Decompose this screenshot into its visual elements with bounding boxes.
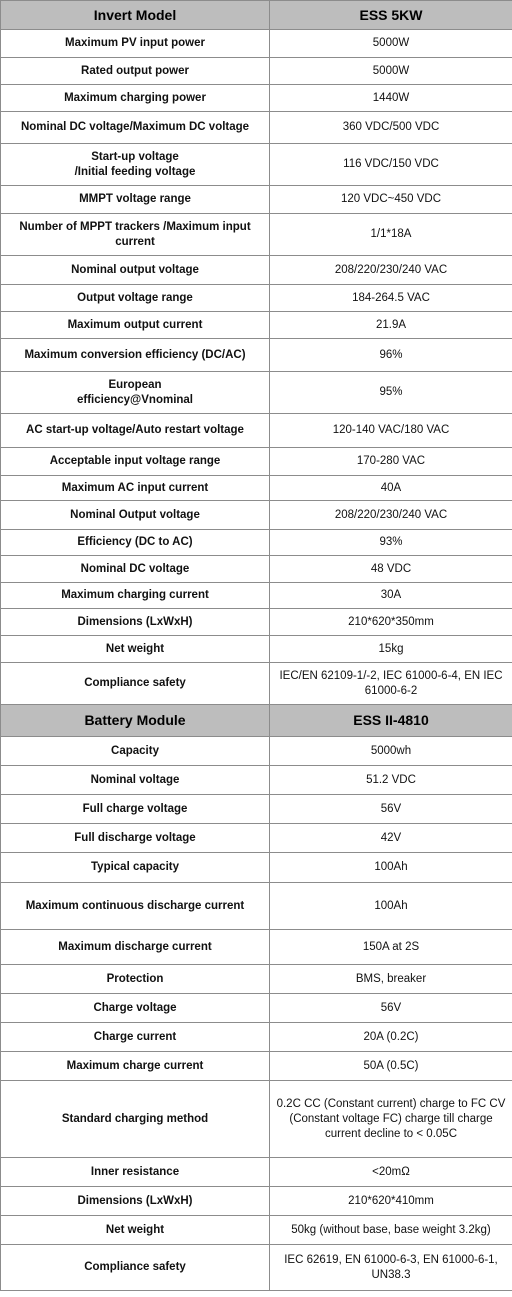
spec-label: Maximum AC input current xyxy=(1,476,270,501)
spec-value: 93% xyxy=(270,530,512,556)
spec-label: Maximum continuous discharge current xyxy=(1,883,270,930)
spec-label: Output voltage range xyxy=(1,285,270,312)
spec-value: 100Ah xyxy=(270,853,512,883)
battery-header-value: ESS II-4810 xyxy=(270,705,512,737)
spec-label: Nominal voltage xyxy=(1,766,270,795)
table-row xyxy=(1,883,512,930)
spec-label: Start-up voltage /Initial feeding voltage xyxy=(1,144,270,186)
table-row xyxy=(1,663,512,705)
spec-value: 56V xyxy=(270,795,512,824)
spec-label: Maximum charging power xyxy=(1,85,270,112)
spec-label: MMPT voltage range xyxy=(1,186,270,214)
table-row xyxy=(1,448,512,476)
spec-value: 40A xyxy=(270,476,512,501)
spec-value: 21.9A xyxy=(270,312,512,339)
spec-label: European efficiency@Vnominal xyxy=(1,372,270,414)
spec-label: Dimensions (LxWxH) xyxy=(1,1187,270,1216)
spec-value: 5000W xyxy=(270,58,512,85)
spec-value: 50kg (without base, base weight 3.2kg) xyxy=(270,1216,512,1245)
spec-label: AC start-up voltage/Auto restart voltage xyxy=(1,414,270,448)
spec-label: Maximum discharge current xyxy=(1,930,270,965)
table-row xyxy=(1,501,512,530)
spec-label: Charge voltage xyxy=(1,994,270,1023)
spec-value: 170-280 VAC xyxy=(270,448,512,476)
spec-label: Nominal output voltage xyxy=(1,256,270,285)
spec-value: <20mΩ xyxy=(270,1158,512,1187)
table-row xyxy=(1,85,512,112)
spec-label: Typical capacity xyxy=(1,853,270,883)
spec-label: Number of MPPT trackers /Maximum input current xyxy=(1,214,270,256)
spec-value: 51.2 VDC xyxy=(270,766,512,795)
spec-label: Acceptable input voltage range xyxy=(1,448,270,476)
spec-value: IEC/EN 62109-1/-2, IEC 61000-6-4, EN IEC 61000-6-2 xyxy=(270,663,512,705)
spec-value: 150A at 2S xyxy=(270,930,512,965)
table-row xyxy=(1,186,512,214)
spec-value: 1/1*18A xyxy=(270,214,512,256)
spec-value: 42V xyxy=(270,824,512,853)
spec-label: Compliance safety xyxy=(1,1245,270,1291)
inverter-header-value: ESS 5KW xyxy=(270,1,512,30)
spec-value: 56V xyxy=(270,994,512,1023)
table-row xyxy=(1,30,512,58)
spec-value: 120 VDC~450 VDC xyxy=(270,186,512,214)
table-row xyxy=(1,214,512,256)
table-row xyxy=(1,853,512,883)
table-row xyxy=(1,339,512,372)
table-row xyxy=(1,1052,512,1081)
spec-value: 5000W xyxy=(270,30,512,58)
spec-value: IEC 62619, EN 61000-6-3, EN 61000-6-1, UN38.3 xyxy=(270,1245,512,1291)
table-row xyxy=(1,1245,512,1291)
spec-label: Nominal DC voltage xyxy=(1,556,270,583)
table-row xyxy=(1,824,512,853)
table-row xyxy=(1,636,512,663)
spec-value: 360 VDC/500 VDC xyxy=(270,112,512,144)
spec-value: 20A (0.2C) xyxy=(270,1023,512,1052)
table-row xyxy=(1,414,512,448)
spec-value: 95% xyxy=(270,372,512,414)
spec-label: Net weight xyxy=(1,636,270,663)
table-row xyxy=(1,609,512,636)
spec-label: Full discharge voltage xyxy=(1,824,270,853)
spec-value: BMS, breaker xyxy=(270,965,512,994)
table-row xyxy=(1,1187,512,1216)
spec-label: Dimensions (LxWxH) xyxy=(1,609,270,636)
spec-label: Full charge voltage xyxy=(1,795,270,824)
table-row xyxy=(1,1158,512,1187)
spec-value: 30A xyxy=(270,583,512,609)
table-row xyxy=(1,144,512,186)
spec-label: Capacity xyxy=(1,737,270,766)
spec-label: Net weight xyxy=(1,1216,270,1245)
spec-label: Maximum output current xyxy=(1,312,270,339)
table-row xyxy=(1,58,512,85)
table-row xyxy=(1,256,512,285)
spec-label: Protection xyxy=(1,965,270,994)
table-row xyxy=(1,312,512,339)
spec-value: 116 VDC/150 VDC xyxy=(270,144,512,186)
spec-value: 0.2C CC (Constant current) charge to FC CV (Constant voltage FC) charge till charge current decline to < 0.05C xyxy=(270,1081,512,1158)
spec-label: Standard charging method xyxy=(1,1081,270,1158)
battery-header-row xyxy=(1,705,512,737)
table-row xyxy=(1,583,512,609)
table-row xyxy=(1,1216,512,1245)
spec-label: Maximum charge current xyxy=(1,1052,270,1081)
spec-label: Compliance safety xyxy=(1,663,270,705)
table-row xyxy=(1,1081,512,1158)
table-row xyxy=(1,285,512,312)
table-row xyxy=(1,112,512,144)
spec-value: 184-264.5 VAC xyxy=(270,285,512,312)
spec-value: 5000wh xyxy=(270,737,512,766)
spec-value: 120-140 VAC/180 VAC xyxy=(270,414,512,448)
table-row xyxy=(1,965,512,994)
spec-label: Rated output power xyxy=(1,58,270,85)
spec-value: 1440W xyxy=(270,85,512,112)
spec-label: Maximum charging current xyxy=(1,583,270,609)
spec-label: Charge current xyxy=(1,1023,270,1052)
table-row xyxy=(1,476,512,501)
spec-value: 208/220/230/240 VAC xyxy=(270,256,512,285)
spec-label: Nominal Output voltage xyxy=(1,501,270,530)
table-row xyxy=(1,372,512,414)
spec-label: Maximum conversion efficiency (DC/AC) xyxy=(1,339,270,372)
inverter-header-label: Invert Model xyxy=(1,1,270,30)
table-row xyxy=(1,737,512,766)
table-row xyxy=(1,1023,512,1052)
spec-value: 208/220/230/240 VAC xyxy=(270,501,512,530)
spec-value: 210*620*350mm xyxy=(270,609,512,636)
inverter-header-row xyxy=(1,1,512,30)
spec-value: 50A (0.5C) xyxy=(270,1052,512,1081)
table-row xyxy=(1,795,512,824)
spec-label: Efficiency (DC to AC) xyxy=(1,530,270,556)
table-row xyxy=(1,930,512,965)
spec-value: 96% xyxy=(270,339,512,372)
table-row xyxy=(1,556,512,583)
spec-label: Inner resistance xyxy=(1,1158,270,1187)
table-row xyxy=(1,530,512,556)
table-row xyxy=(1,994,512,1023)
table-row xyxy=(1,766,512,795)
spec-value: 100Ah xyxy=(270,883,512,930)
battery-header-label: Battery Module xyxy=(1,705,270,737)
spec-label: Nominal DC voltage/Maximum DC voltage xyxy=(1,112,270,144)
spec-value: 15kg xyxy=(270,636,512,663)
spec-value: 210*620*410mm xyxy=(270,1187,512,1216)
spec-value: 48 VDC xyxy=(270,556,512,583)
spec-label: Maximum PV input power xyxy=(1,30,270,58)
